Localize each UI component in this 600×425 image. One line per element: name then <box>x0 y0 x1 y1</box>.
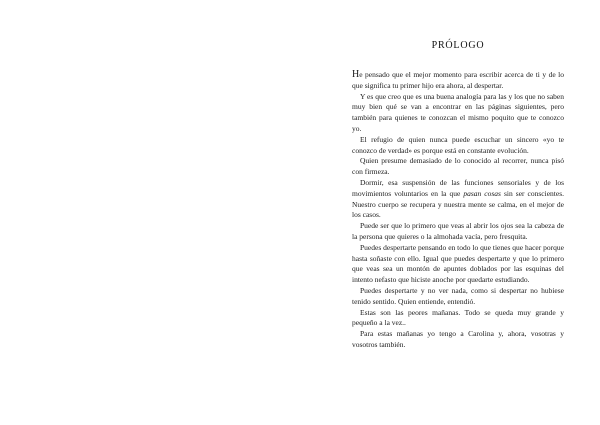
paragraph-10: Para estas mañanas yo tengo a Carolina y, ahora, vosotras y vosotros también. <box>352 329 564 349</box>
paragraph-9: Estas son las peores mañanas. Todo se queda muy grande y pequeño a la vez.. <box>352 307 564 328</box>
paragraph-8: Puedes despertarte y no ver nada, como si despertar no hubiese tenido sentido. Quien entiende, entendió. <box>352 285 564 306</box>
prologue-body <box>352 70 564 351</box>
italic-phrase: pasan cosas <box>463 188 501 198</box>
paragraph-text: Dormir, esa suspensión de las funciones sensoriales y de los movimientos voluntarios en la que <box>352 177 564 198</box>
paragraph-4: Quien presume demasiado de lo conocido al recorrer, nunca pisó con firmeza. <box>352 156 564 177</box>
page-title: PRÓLOGO <box>431 40 485 51</box>
paragraph-2: Y es que creo que es una buena analogía para las y los que no saben muy bien qué se van a encontrar en las páginas siguientes, pero también para quienes te conozcan el mismo poquito que te conozco yo. <box>352 91 564 133</box>
paragraph-text: sin ser conscientes. Nuestro cuerpo se recupera y nuestra mente se calma, en el mejor de los casos. <box>352 188 564 220</box>
paragraph-text: e pensado que el mejor momento para escribir acerca de ti y de lo que significa tu primer hijo era ahora, al despertar. <box>352 70 564 90</box>
paragraph-1 <box>352 70 564 92</box>
drop-cap: H <box>352 69 360 80</box>
paragraph-7: Puedes despertarte pensando en todo lo que tienes que hacer porque hasta soñaste con ello. Igual que puedes despertarte y que lo primero que veas sea un montón de apuntes doblados por las esquinas del intento nefasto que hiciste anoche por quedarte estudiando. <box>352 242 564 285</box>
paragraph-6: Puede ser que lo primero que veas al abrir los ojos sea la cabeza de la persona que quieres o la almohada vacía, pero fresquita. <box>352 221 564 241</box>
paragraph-5 <box>352 178 564 221</box>
paragraph-3: El refugio de quien nunca puede escuchar un sincero «yo te conozco de verdad» es porque está en constante evolución. <box>352 134 564 155</box>
